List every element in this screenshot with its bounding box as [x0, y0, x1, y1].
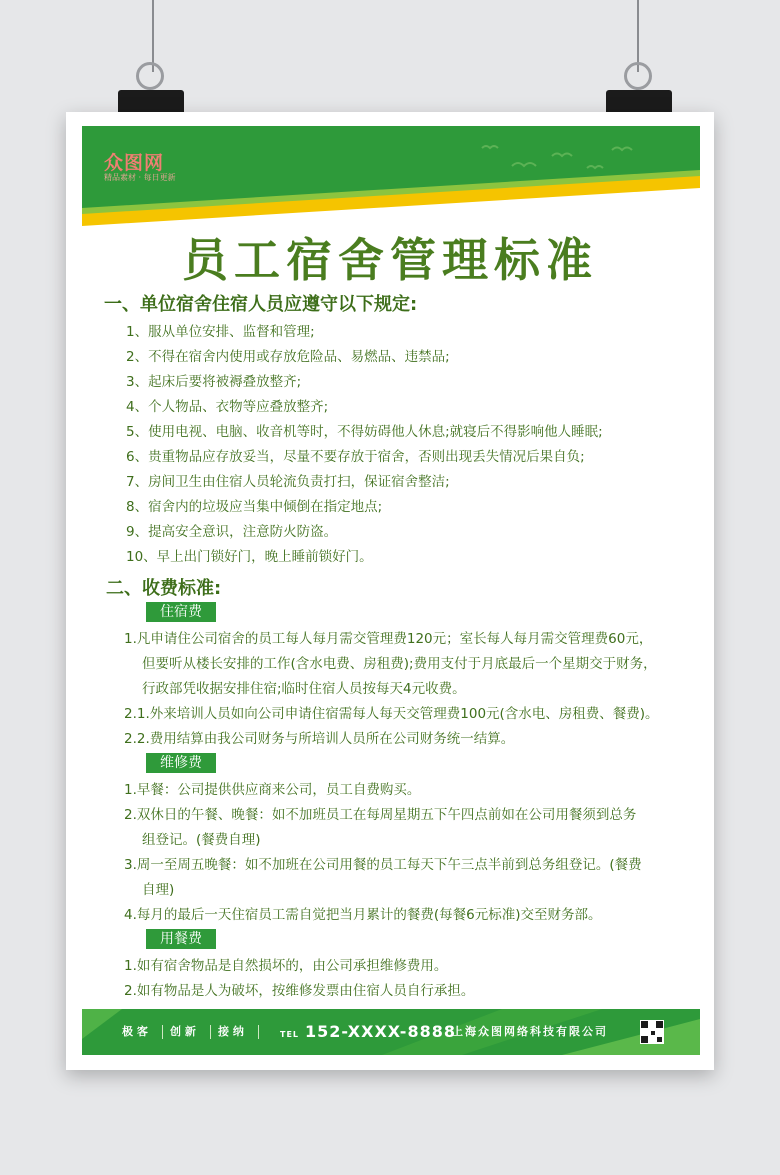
brand-tagline: 精品素材 · 每日更新 — [104, 173, 176, 182]
rule-item: 9、提高安全意识，注意防火防盗。 — [126, 524, 338, 540]
rule-item: 5、使用电视、电脑、收音机等时，不得妨碍他人休息;就寝后不得影响他人睡眠; — [126, 424, 603, 440]
fee-line: 1.凡申请住公司宿舍的员工每人每月需交管理费120元；室长每人每月需交管理费60元， — [124, 631, 653, 647]
footer-divider — [210, 1025, 211, 1039]
footer-phone — [280, 1009, 456, 1055]
rule-item: 8、宿舍内的垃圾应当集中倾倒在指定地点; — [126, 499, 383, 515]
fee-line: 2.1.外来培训人员如向公司申请住宿需每人每天交管理费100元(含水电、房租费、餐费)。 — [124, 706, 659, 722]
fee-line: 1.早餐：公司提供供应商来公司，员工自费购买。 — [124, 782, 421, 798]
page-title: 员工宿舍管理标准 — [182, 233, 598, 287]
fee-line: 2.双休日的午餐、晚餐：如不加班员工在每周星期五下午四点前如在公司用餐须到总务 — [124, 807, 637, 823]
tel-label: TEL — [280, 1030, 300, 1039]
fee-line: 自理) — [142, 882, 175, 898]
rule-item: 6、贵重物品应存放妥当，尽量不要存放于宿舍，否则出现丢失情况后果自负; — [126, 449, 585, 465]
footer-keyword: 接 纳 — [218, 1025, 244, 1038]
fee-line: 4.每月的最后一天住宿员工需自觉把当月累计的餐费(每餐6元标准)交至财务部。 — [124, 907, 602, 923]
section-1-heading: 一、单位宿舍住宿人员应遵守以下规定: — [104, 294, 418, 315]
fee-tag-lodging: 住宿费 — [146, 602, 216, 622]
poster — [66, 112, 714, 1070]
fee-line: 行政部凭收据安排住宿;临时住宿人员按每天4元收费。 — [142, 681, 466, 697]
section-2-heading: 二、收费标准: — [106, 578, 222, 599]
rule-item: 7、房间卫生由住宿人员轮流负责打扫，保证宿舍整洁; — [126, 474, 450, 490]
fee-line: 2.如有物品是人为破坏，按维修发票由住宿人员自行承担。 — [124, 983, 475, 999]
fee-line: 2.2.费用结算由我公司财务与所培训人员所在公司财务统一结算。 — [124, 731, 515, 747]
rule-item: 10、早上出门锁好门，晚上睡前锁好门。 — [126, 549, 373, 565]
rule-item: 1、服从单位安排、监督和管理; — [126, 324, 315, 340]
footer-keyword: 创 新 — [170, 1025, 196, 1038]
brand-logo: 众图网 — [104, 152, 165, 174]
fee-tag-repair: 维修费 — [146, 753, 216, 773]
rule-item: 3、起床后要将被褥叠放整齐; — [126, 374, 302, 390]
rule-item: 4、个人物品、衣物等应叠放整齐; — [126, 399, 329, 415]
rule-item: 2、不得在宿舍内使用或存放危险品、易燃品、违禁品; — [126, 349, 450, 365]
footer-bar — [82, 1009, 700, 1055]
fee-line: 组登记。(餐费自理) — [142, 832, 261, 848]
footer-divider — [162, 1025, 163, 1039]
qr-code-icon — [640, 1020, 664, 1044]
phone-number: 152-XXXX-8888 — [305, 1022, 456, 1041]
fee-line: 但要听从楼长安排的工作(含水电费、房租费);费用支付于月底最后一个星期交于财务， — [142, 656, 657, 672]
footer-company: 上海众图网络科技有限公司 — [452, 1025, 608, 1038]
footer-divider — [258, 1025, 259, 1039]
fee-line: 1.如有宿舍物品是自然损坏的，由公司承担维修费用。 — [124, 958, 448, 974]
fee-line: 3.周一至周五晚餐：如不加班在公司用餐的员工每天下午三点半前到总务组登记。(餐费 — [124, 857, 642, 873]
fee-tag-meal: 用餐费 — [146, 929, 216, 949]
footer-keyword: 极 客 — [122, 1025, 148, 1038]
header-banner — [82, 126, 700, 236]
